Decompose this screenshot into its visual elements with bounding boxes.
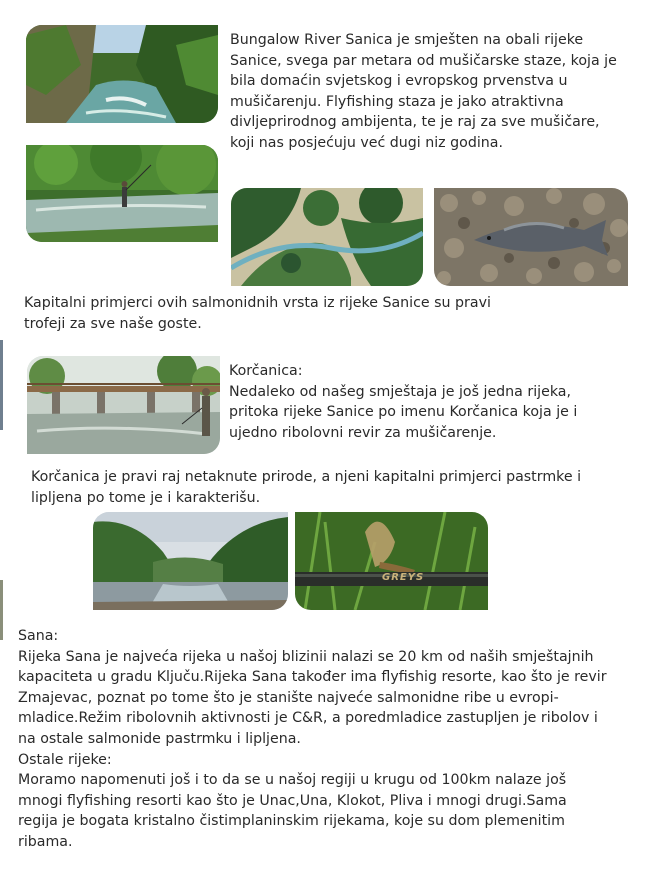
sana-line: na ostale salmonide pastrmku i lipljena. [18, 730, 301, 747]
korcanica-line: Nedaleko od našeg smještaja je još jedna rijeka, [229, 383, 571, 400]
intro-line: Sanice, svega par metara od mušičarske staze, koja je [230, 52, 617, 69]
photo-mayfly-rod [295, 512, 488, 610]
photo-grayling-underwater [434, 188, 628, 286]
photo-valley-river [93, 512, 288, 610]
sana-line: Rijeka Sana je najveća rijeka u našoj blizinii nalazi se 20 km od naših smještajnih [18, 648, 594, 665]
photo-angler-river [26, 145, 218, 242]
sana-heading: Sana: [18, 628, 59, 644]
photo-bridge-angler [27, 356, 220, 454]
others-line: regija je bogata kristalno čistimplaninskim rijekama, koje su dom plemenitim [18, 813, 565, 830]
trophy-line: trofeji za sve naše goste. [24, 315, 202, 332]
others-line: Moramo napomenuti još i to da se u našoj regiji u krugu od 100km nalaze još [18, 772, 567, 789]
intro-line: koji nas posjećuju već dugi niz godina. [230, 134, 503, 151]
intro-paragraph [230, 30, 617, 154]
others-heading: Ostale rijeke: [18, 751, 112, 768]
rod-brand-label: GREYS [382, 572, 425, 583]
intro-line: divljeprirodnog ambijenta, te je raj za sve mušičare, [230, 114, 600, 131]
intro-line: bila domaćin svjetskog i evropskog prvenstva u [230, 73, 568, 90]
intro-line: Bungalow River Sanica je smješten na obali rijeke [230, 32, 584, 48]
trophy-line: Kapitalni primjerci ovih salmonidnih vrsta iz rijeke Sanice su pravi [24, 295, 491, 311]
korcanica-desc-line: lipljena po tome je i karakterišu. [31, 489, 261, 506]
others-line: mnogi flyfishing resorti kao što je Unac,Una, Klokot, Pliva i mnogi drugi.Sama [18, 792, 567, 809]
sana-line: kapaciteta u gradu Ključu.Rijeka Sana također ima flyfishig resorte, kao što je revir [18, 669, 607, 686]
intro-line: mušičarenju. Flyfishing staza je jako atraktivna [230, 93, 564, 110]
trophy-paragraph [24, 293, 491, 334]
korcanica-line: ujedno ribolovni revir za mušičarenje. [229, 424, 497, 441]
photo-canyon-river [26, 25, 218, 123]
edge-sliver [0, 580, 3, 640]
korcanica-heading: Korčanica: [229, 363, 303, 379]
korcanica-line: pritoka rijeke Sanice po imenu Korčanica koja je i [229, 404, 578, 421]
others-line: ribama. [18, 833, 73, 850]
photo-aerial-river [231, 188, 423, 286]
sana-line: Zmajevac, poznat po tome što je stanište najveće salmonidne ribe u evropi- [18, 689, 559, 706]
sana-line: mladice.Režim ribolovnih aktivnosti je C&R, a poredmladice zastupljen je ribolov i [18, 710, 598, 727]
korcanica-paragraph [229, 361, 577, 443]
korcanica-description [31, 467, 581, 508]
edge-sliver [0, 340, 3, 430]
korcanica-desc-line: Korčanica je pravi raj netaknute prirode, a njeni kapitalni primjerci pastrmke i [31, 469, 582, 485]
sana-paragraph [18, 626, 607, 853]
